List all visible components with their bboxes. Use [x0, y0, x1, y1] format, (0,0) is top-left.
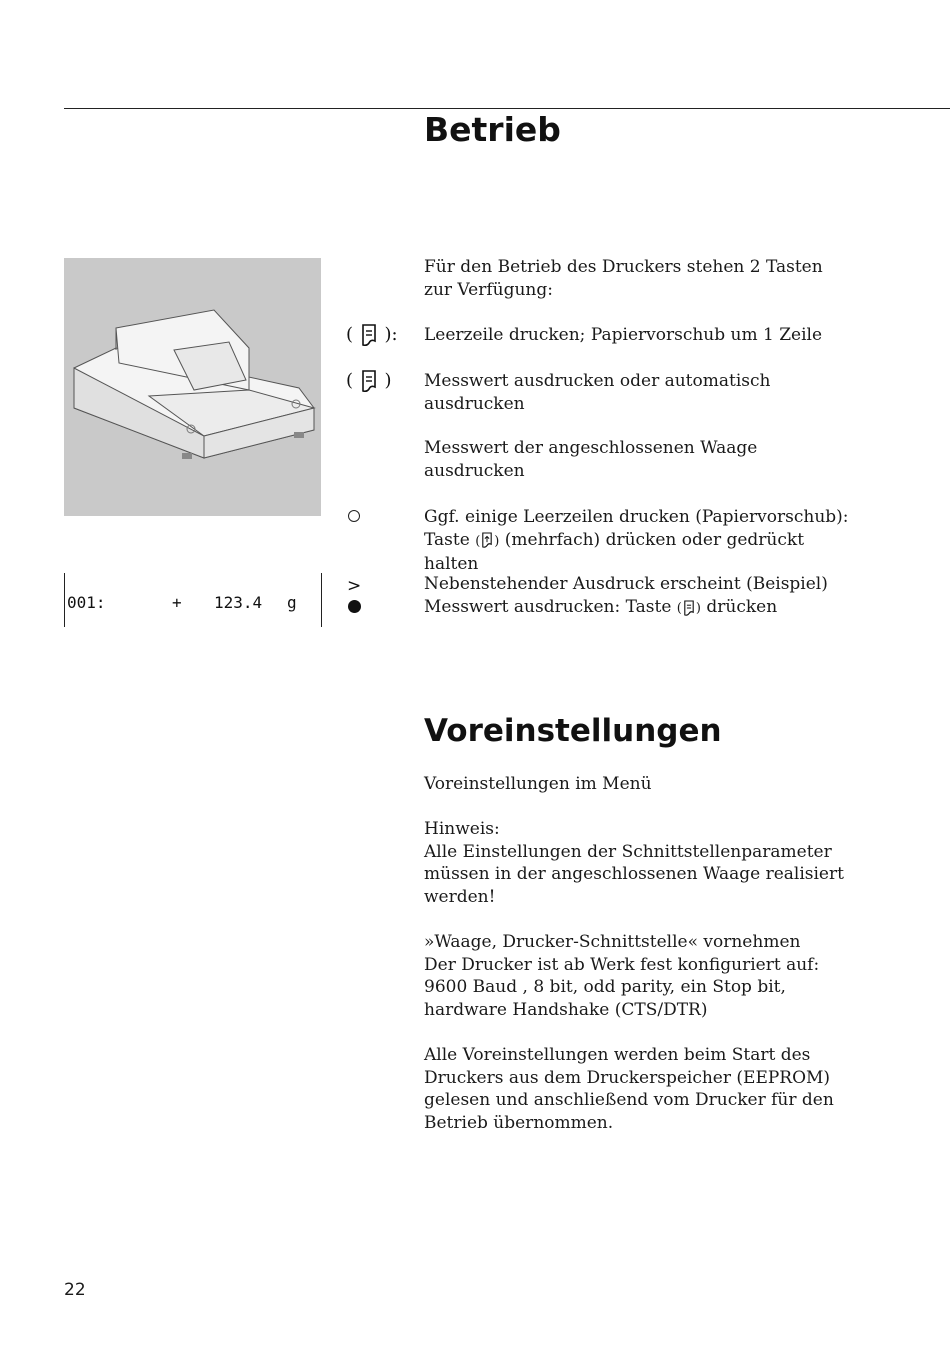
- print-key-icon-small: [682, 599, 696, 617]
- config-line-4: hardware Handshake (CTS/DTR): [424, 1000, 708, 1021]
- step1-rest: (mehrfach) drücken oder gedrückt: [504, 529, 805, 550]
- step1-line-2: Taste ( ) (mehrfach) drücken oder gedrückt: [424, 529, 805, 550]
- key1-colon: :: [391, 324, 398, 345]
- printout-value: 123.4: [214, 593, 263, 612]
- eeprom-block: [424, 1044, 924, 1135]
- section-title-betrieb: Betrieb: [424, 110, 561, 149]
- printer-device-illustration: [64, 258, 321, 516]
- step3-text: Messwert ausdrucken: Taste: [424, 597, 672, 617]
- print-key-symbol: ( ): [346, 370, 392, 391]
- paper-feed-key-icon: [359, 323, 379, 347]
- key2-line-2: ausdrucken: [424, 393, 525, 414]
- config-line-2: Der Drucker ist ab Werk fest konfiguriert auf:: [424, 954, 820, 975]
- hinweis-line-4: werden!: [424, 887, 496, 908]
- header-rule: [64, 108, 950, 109]
- eeprom-line-4: Betrieb übernommen.: [424, 1113, 614, 1134]
- hinweis-block: [424, 818, 924, 909]
- step-2: Nebenstehender Ausdruck erscheint (Beispiel): [424, 574, 828, 594]
- intro-line-2: zur Verfügung:: [424, 279, 553, 300]
- hinweis-line-2: Alle Einstellungen der Schnittstellenparameter: [424, 841, 832, 862]
- interface-config-block: [424, 931, 924, 1022]
- key1-description: Leerzeile drucken; Papiervorschub um 1 Zeile: [424, 325, 823, 345]
- hinweis-line-1: Hinweis:: [424, 819, 500, 839]
- step1-taste: Taste: [424, 529, 470, 550]
- intro-line-1: Für den Betrieb des Druckers stehen 2 Tasten: [424, 257, 823, 277]
- key2-description: [424, 370, 924, 415]
- step-circle-icon: [348, 510, 360, 522]
- config-line-1: »Waage, Drucker-Schnittstelle« vornehmen: [424, 932, 801, 952]
- intro-text: [424, 256, 924, 301]
- eeprom-line-3: gelesen und anschließend vom Drucker für den: [424, 1090, 834, 1111]
- printout-sign: +: [172, 593, 182, 612]
- step-3: Messwert ausdrucken: Taste ( ) drücken: [424, 597, 778, 617]
- printout-unit: g: [287, 593, 297, 612]
- section2-line-2: ausdrucken: [424, 460, 525, 481]
- key2-line-1: Messwert ausdrucken oder automatisch: [424, 371, 771, 391]
- section2-line-1: Messwert der angeschlossenen Waage: [424, 438, 758, 458]
- presets-menu-text: Voreinstellungen im Menü: [424, 774, 652, 794]
- feed-key-symbol: ( ):: [346, 324, 398, 345]
- eeprom-line-2: Druckers aus dem Druckerspeicher (EEPROM): [424, 1067, 831, 1088]
- step1-line-1: Ggf. einige Leerzeilen drucken (Papiervorschub):: [424, 507, 849, 527]
- section-measure: [424, 437, 924, 482]
- printout-index: 001:: [67, 593, 106, 612]
- printout-example: [64, 573, 322, 627]
- eeprom-line-1: Alle Voreinstellungen werden beim Start des: [424, 1045, 811, 1065]
- printer-photo: [64, 258, 321, 516]
- hinweis-line-3: müssen in der angeschlossenen Waage realisiert: [424, 864, 844, 885]
- step3-end: drücken: [706, 597, 778, 617]
- section-title-voreinstellungen: Voreinstellungen: [424, 713, 722, 749]
- print-key-icon: [359, 369, 379, 393]
- action-dot-icon: [348, 600, 361, 613]
- paper-feed-key-icon-small: [480, 531, 494, 549]
- result-arrow-symbol: >: [347, 576, 362, 596]
- step-1: [424, 506, 924, 576]
- step1-line-3: halten: [424, 554, 479, 575]
- config-line-3: 9600 Baud , 8 bit, odd parity, ein Stop bit,: [424, 977, 786, 998]
- page-number: 22: [64, 1280, 86, 1300]
